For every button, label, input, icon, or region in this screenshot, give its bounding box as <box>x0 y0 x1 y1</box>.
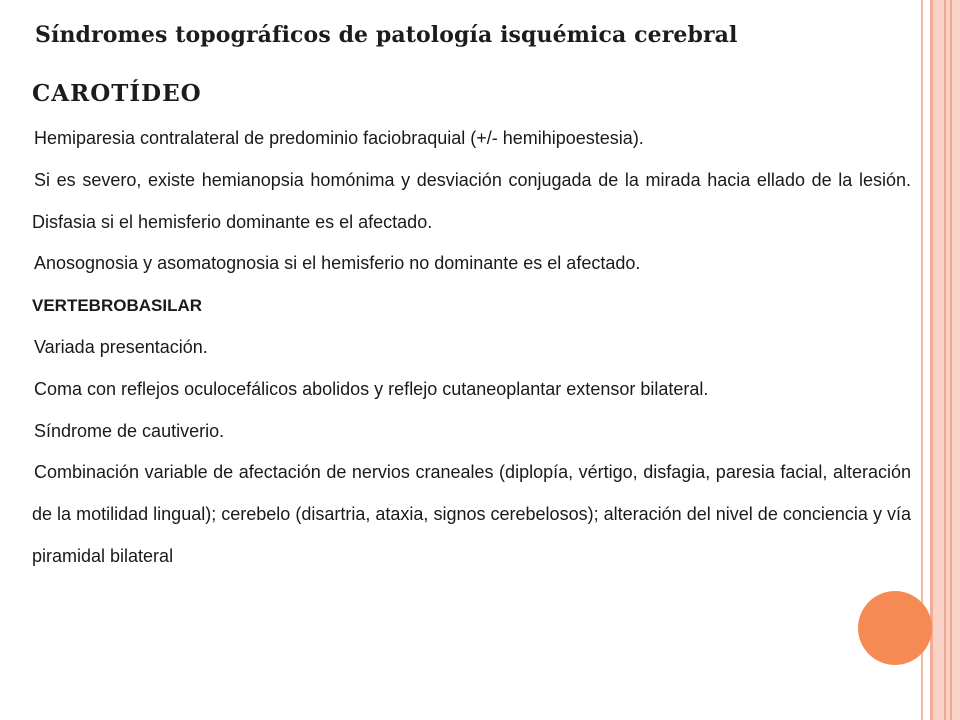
body-paragraph: Si es severo, existe hemianopsia homónima y desviación conjugada de la mirada hacia ellado de la lesión. Disfasia si el hemisferio dominante es el afectado. <box>32 169 911 232</box>
right-border-line <box>950 0 952 720</box>
body-paragraph: Anosognosia y asomatognosia si el hemisferio no dominante es el afectado. <box>34 253 641 274</box>
body-paragraph: Combinación variable de afectación de nervios craneales (diplopía, vértigo, disfagia, paresia facial, alteración de la motilidad lingual); cerebelo (disartria, ataxia, signos cerebelosos); alteración del nivel de conciencia y vía piramidal bilateral <box>32 462 911 566</box>
slide-body <box>32 118 911 578</box>
body-paragraph: Síndrome de cautiverio. <box>34 420 225 441</box>
right-border-line <box>930 0 933 720</box>
body-paragraph: Hemiparesia contralateral de predominio faciobraquial (+/- hemihipoestesia). <box>34 128 644 148</box>
right-border-fill <box>933 0 960 720</box>
slide-title: Síndromes topográficos de patología isquémica cerebral <box>35 22 738 48</box>
section-heading-vertebrobasilar: VERTEBROBASILAR <box>32 296 203 316</box>
decorative-circle <box>858 591 932 665</box>
right-border-line <box>944 0 946 720</box>
body-paragraph: Coma con reflejos oculocefálicos abolidos y reflejo cutaneoplantar extensor bilateral. <box>34 378 709 399</box>
body-paragraph: Variada presentación. <box>34 336 208 357</box>
section-heading-carotideo: CAROTÍDEO <box>32 80 202 107</box>
